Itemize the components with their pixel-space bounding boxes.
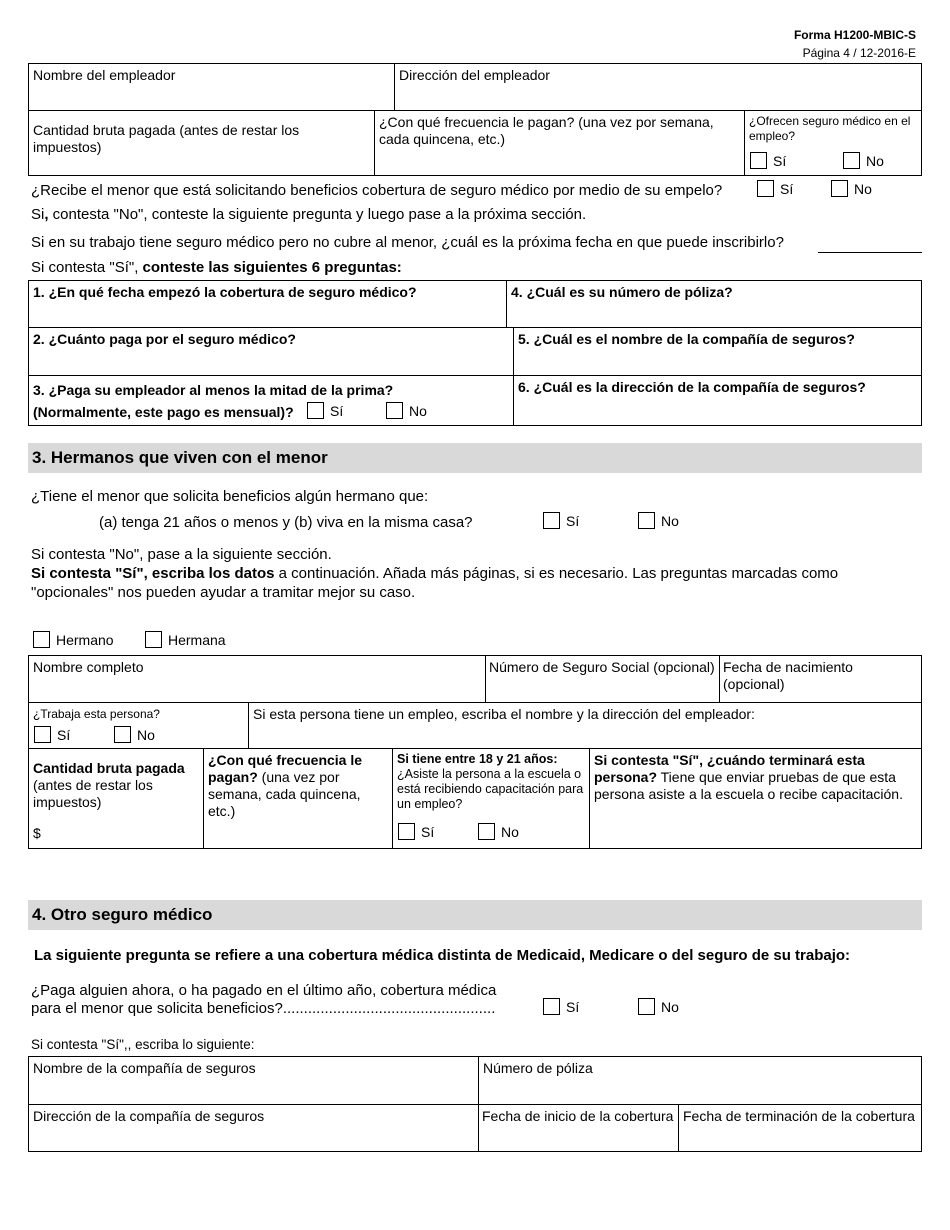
coverage-start-date-field[interactable] [478,1104,679,1152]
age-bold: Si tiene entre 18 y 21 años: [397,752,558,766]
q1-label: 1. ¿En qué fecha empezó la cobertura de seguro médico? [33,284,417,300]
q5-company-name-field[interactable] [513,327,922,376]
q3-no[interactable] [386,402,427,420]
employer-name-label: Nombre del empleador [33,67,176,83]
siblings-intro: ¿Tiene el menor que solicita beneficios algún hermano que: [31,488,429,505]
dob-label: Fecha de nacimiento (opcional) [723,659,853,692]
section4-subtitle: La siguiente pregunta se refiere a una cobertura médica distinta de Medicaid, Medicare o del seguro de su trabajo: [34,947,851,964]
q4-policy-number-field[interactable] [506,280,922,328]
child-coverage-no[interactable] [831,180,872,198]
yes-label: Sí [566,999,580,1015]
if-no-instruction [31,206,586,224]
if-yes-instruction [31,259,402,277]
gross-pay-bold: Cantidad bruta pagada [33,760,185,776]
offers-insurance-no[interactable] [843,152,884,170]
section3-title: 3. Hermanos que viven con el menor [28,443,922,473]
company-name-label: Nombre de la compañía de seguros [33,1060,256,1076]
yes-label: Sí [566,513,580,529]
sibling-gross-pay-field[interactable] [28,748,204,849]
q2-label: 2. ¿Cuánto paga por el seguro médico? [33,331,296,347]
sister-option[interactable] [145,631,226,649]
checkbox[interactable] [750,152,767,169]
checkbox[interactable] [638,998,655,1015]
ssn-label: Número de Seguro Social (opcional) [489,659,715,675]
other-insurance-yes[interactable] [543,998,579,1016]
insurance-company-name-field[interactable] [28,1056,479,1105]
section4-title: 4. Otro seguro médico [28,900,922,930]
if-no-prefix: Si [31,206,45,223]
page-number: Página 4 / 12-2016-E [802,46,916,60]
employer-address-field[interactable] [394,63,922,111]
child-coverage-yes[interactable] [757,180,793,198]
other-insurance-question-2: para el menor que solicita beneficios?................................................... [31,1000,496,1017]
yes-label: Sí [330,403,344,419]
checkbox[interactable] [843,152,860,169]
company-address-label: Dirección de la compañía de seguros [33,1108,265,1124]
sibling-school-yes[interactable] [398,823,434,841]
q6-company-address-field[interactable] [513,375,922,426]
checkbox[interactable] [114,726,131,743]
q6-label: 6. ¿Cuál es la dirección de la compañía de seguros? [518,379,866,395]
yes-label: Sí [421,824,435,840]
sibling-full-name-field[interactable] [28,655,486,703]
sibling-ssn-field[interactable] [485,655,720,703]
siblings-if-yes-1 [31,565,838,583]
siblings-criteria: (a) tenga 21 años o menos y (b) viva en la misma casa? [99,514,473,531]
yes-label: Sí [780,181,794,197]
brother-label: Hermano [56,632,114,648]
policy-number-label: Número de póliza [483,1060,593,1076]
q2-cost-field[interactable] [28,327,514,376]
if-yes-plain: Si contesta "Sí", [31,259,143,276]
q3-line1: 3. ¿Paga su empleador al menos la mitad de la prima? [33,382,394,398]
sibling-employer-info-field[interactable] [248,702,922,749]
siblings-if-yes-2: "opcionales" nos pueden ayudar a tramitar mejor su caso. [31,584,416,601]
yes-label: Sí [57,727,71,743]
siblings-yes[interactable] [543,512,579,530]
checkbox[interactable] [398,823,415,840]
checkbox[interactable] [831,180,848,197]
end-rest: Tiene que enviar pruebas de que esta persona asiste a la escuela o recibe capacitación. [594,769,903,802]
siblings-if-no: Si contesta "No", pase a la siguiente sección. [31,546,332,563]
q4-label: 4. ¿Cuál es su número de póliza? [511,284,733,300]
no-label: No [866,153,884,169]
employer-info-label: Si esta persona tiene un empleo, escriba el nombre y la dirección del empleador: [253,706,755,722]
employer-address-label: Dirección del empleador [399,67,550,83]
next-enroll-question: Si en su trabajo tiene seguro médico pero no cubre al menor, ¿cuál es la próxima fecha en que puede inscribirlo? [31,234,784,251]
checkbox[interactable] [478,823,495,840]
freq-bold: ¿Con qué frecuencia le pagan? [208,752,363,785]
works-label: ¿Trabaja esta persona? [33,707,160,721]
checkbox[interactable] [543,998,560,1015]
if-yes-bold: conteste las siguientes 6 preguntas: [142,259,402,276]
insurance-policy-number-field[interactable] [478,1056,922,1105]
if-no-rest: contesta "No", conteste la siguiente pregunta y luego pase a la próxima sección. [48,206,587,223]
checkbox[interactable] [543,512,560,529]
form-id: Forma H1200-MBIC-S [793,28,916,42]
sibling-dob-field[interactable] [719,655,922,703]
other-insurance-question-1: ¿Paga alguien ahora, o ha pagado en el último año, cobertura médica [31,982,497,999]
if-yes-rest-1: a continuación. Añada más páginas, si es necesario. Las preguntas marcadas como [274,565,839,582]
next-enroll-input-line[interactable] [818,252,922,253]
checkbox[interactable] [34,726,51,743]
checkbox[interactable] [386,402,403,419]
start-date-label: Fecha de inicio de la cobertura [482,1108,674,1124]
end-bold: Si contesta "Sí", ¿cuándo terminará esta persona? [594,752,865,785]
checkbox[interactable] [638,512,655,529]
currency-sign: $ [33,825,41,841]
q3-line2: (Normalmente, este pago es mensual)? [33,404,294,420]
if-no-comma: , [44,206,49,223]
freq-rest: (una vez por semana, cada quincena, etc.) [208,769,361,819]
no-label: No [854,181,872,197]
q3-premium-field [28,375,514,426]
brother-option[interactable] [33,631,114,649]
full-name-label: Nombre completo [33,659,144,675]
end-date-label: Fecha de terminación de la cobertura [683,1108,915,1124]
gross-pay-label: Cantidad bruta pagada (antes de restar los impuestos) [33,122,300,155]
q1-date-coverage-field[interactable] [28,280,507,328]
yes-label: Sí [773,153,787,169]
no-label: No [137,727,155,743]
offers-insurance-yes[interactable] [750,152,786,170]
q3-yes[interactable] [307,402,343,420]
siblings-no[interactable] [638,512,679,530]
coverage-end-date-field[interactable] [678,1104,922,1152]
no-label: No [661,999,679,1015]
checkbox[interactable] [307,402,324,419]
pay-frequency-label: ¿Con qué frecuencia le pagan? (una vez por semana, cada quincena, etc.) [379,114,714,147]
no-label: No [409,403,427,419]
gross-pay-rest: (antes de restar los impuestos) [33,777,153,810]
other-insurance-if-yes: Si contesta "Sí",, escriba lo siguiente: [31,1037,255,1052]
child-coverage-question: ¿Recibe el menor que está solicitando beneficios cobertura de seguro médico por medio de su empelo? [31,182,723,199]
checkbox[interactable] [33,631,50,648]
sibling-works-no[interactable] [114,726,155,744]
pay-frequency-field[interactable] [374,110,745,176]
insurance-company-address-field[interactable] [28,1104,479,1152]
sibling-end-date-field[interactable] [589,748,922,849]
age-rest: ¿Asiste la persona a la escuela o está recibiendo capacitación para un empleo? [397,767,584,811]
no-label: No [661,513,679,529]
sibling-pay-frequency-field[interactable] [203,748,393,849]
no-label: No [501,824,519,840]
offers-insurance-label: ¿Ofrecen seguro médico en el empleo? [749,114,911,143]
employer-name-field[interactable] [28,63,395,111]
sibling-school-no[interactable] [478,823,519,841]
other-insurance-no[interactable] [638,998,679,1016]
checkbox[interactable] [757,180,774,197]
sibling-works-yes[interactable] [34,726,70,744]
gross-pay-field[interactable] [28,110,375,176]
q5-label: 5. ¿Cuál es el nombre de la compañía de seguros? [518,331,855,347]
sister-label: Hermana [168,632,226,648]
checkbox[interactable] [145,631,162,648]
if-yes-bold: Si contesta "Sí", escriba los datos [31,565,275,582]
